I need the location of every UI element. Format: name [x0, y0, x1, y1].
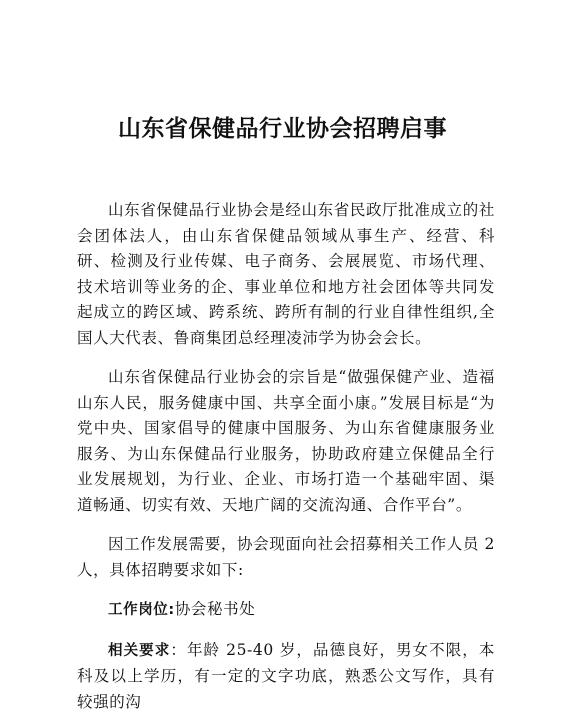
paragraph-gap	[77, 624, 495, 638]
requirements-label: 相关要求	[108, 643, 170, 659]
position-line	[77, 597, 495, 624]
paragraph-gap	[77, 351, 495, 365]
requirements-value: ：年龄 25-40 岁，品德良好，男女不限，本科及以上学历，有一定的文字功底，熟悉公文写作，具有较强的沟	[77, 641, 495, 711]
intro-paragraph: 山东省保健品行业协会是经山东省民政厅批准成立的社会团体法人，由山东省保健品领域从事生产、经营、科研、检测及行业传媒、电子商务、会展展览、市场代理、技术培训等业务的企、事业单位和地方社会团体等共同发起成立的跨区域、跨系统、跨所有制的行业自律性组织,全国人大代表、鲁商集团总经理凌沛学为协会会长。	[77, 198, 495, 351]
document-title: 山东省保健品行业协会招聘启事	[0, 110, 565, 143]
position-value: 协会秘书处	[175, 600, 256, 618]
paragraph-gap	[77, 583, 495, 597]
recruitment-paragraph: 因工作发展需要，协会现面向社会招募相关工作人员 2 人，具体招聘要求如下:	[77, 532, 495, 583]
requirements-paragraph	[77, 638, 495, 715]
document-body	[77, 198, 495, 715]
paragraph-gap	[77, 518, 495, 532]
position-label: 工作岗位:	[108, 602, 175, 618]
mission-paragraph: 山东省保健品行业协会的宗旨是“做强保健产业、造福山东人民，服务健康中国、共享全面小康。”发展目标是“为党中央、国家倡导的健康中国服务、为山东省健康服务业服务、为山东保健品行业服务，协助政府建立保健品全行业发展规划，为行业、企业、市场打造一个基础牢固、渠道畅通、切实有效、天地广阔的交流沟通、合作平台”。	[77, 365, 495, 518]
